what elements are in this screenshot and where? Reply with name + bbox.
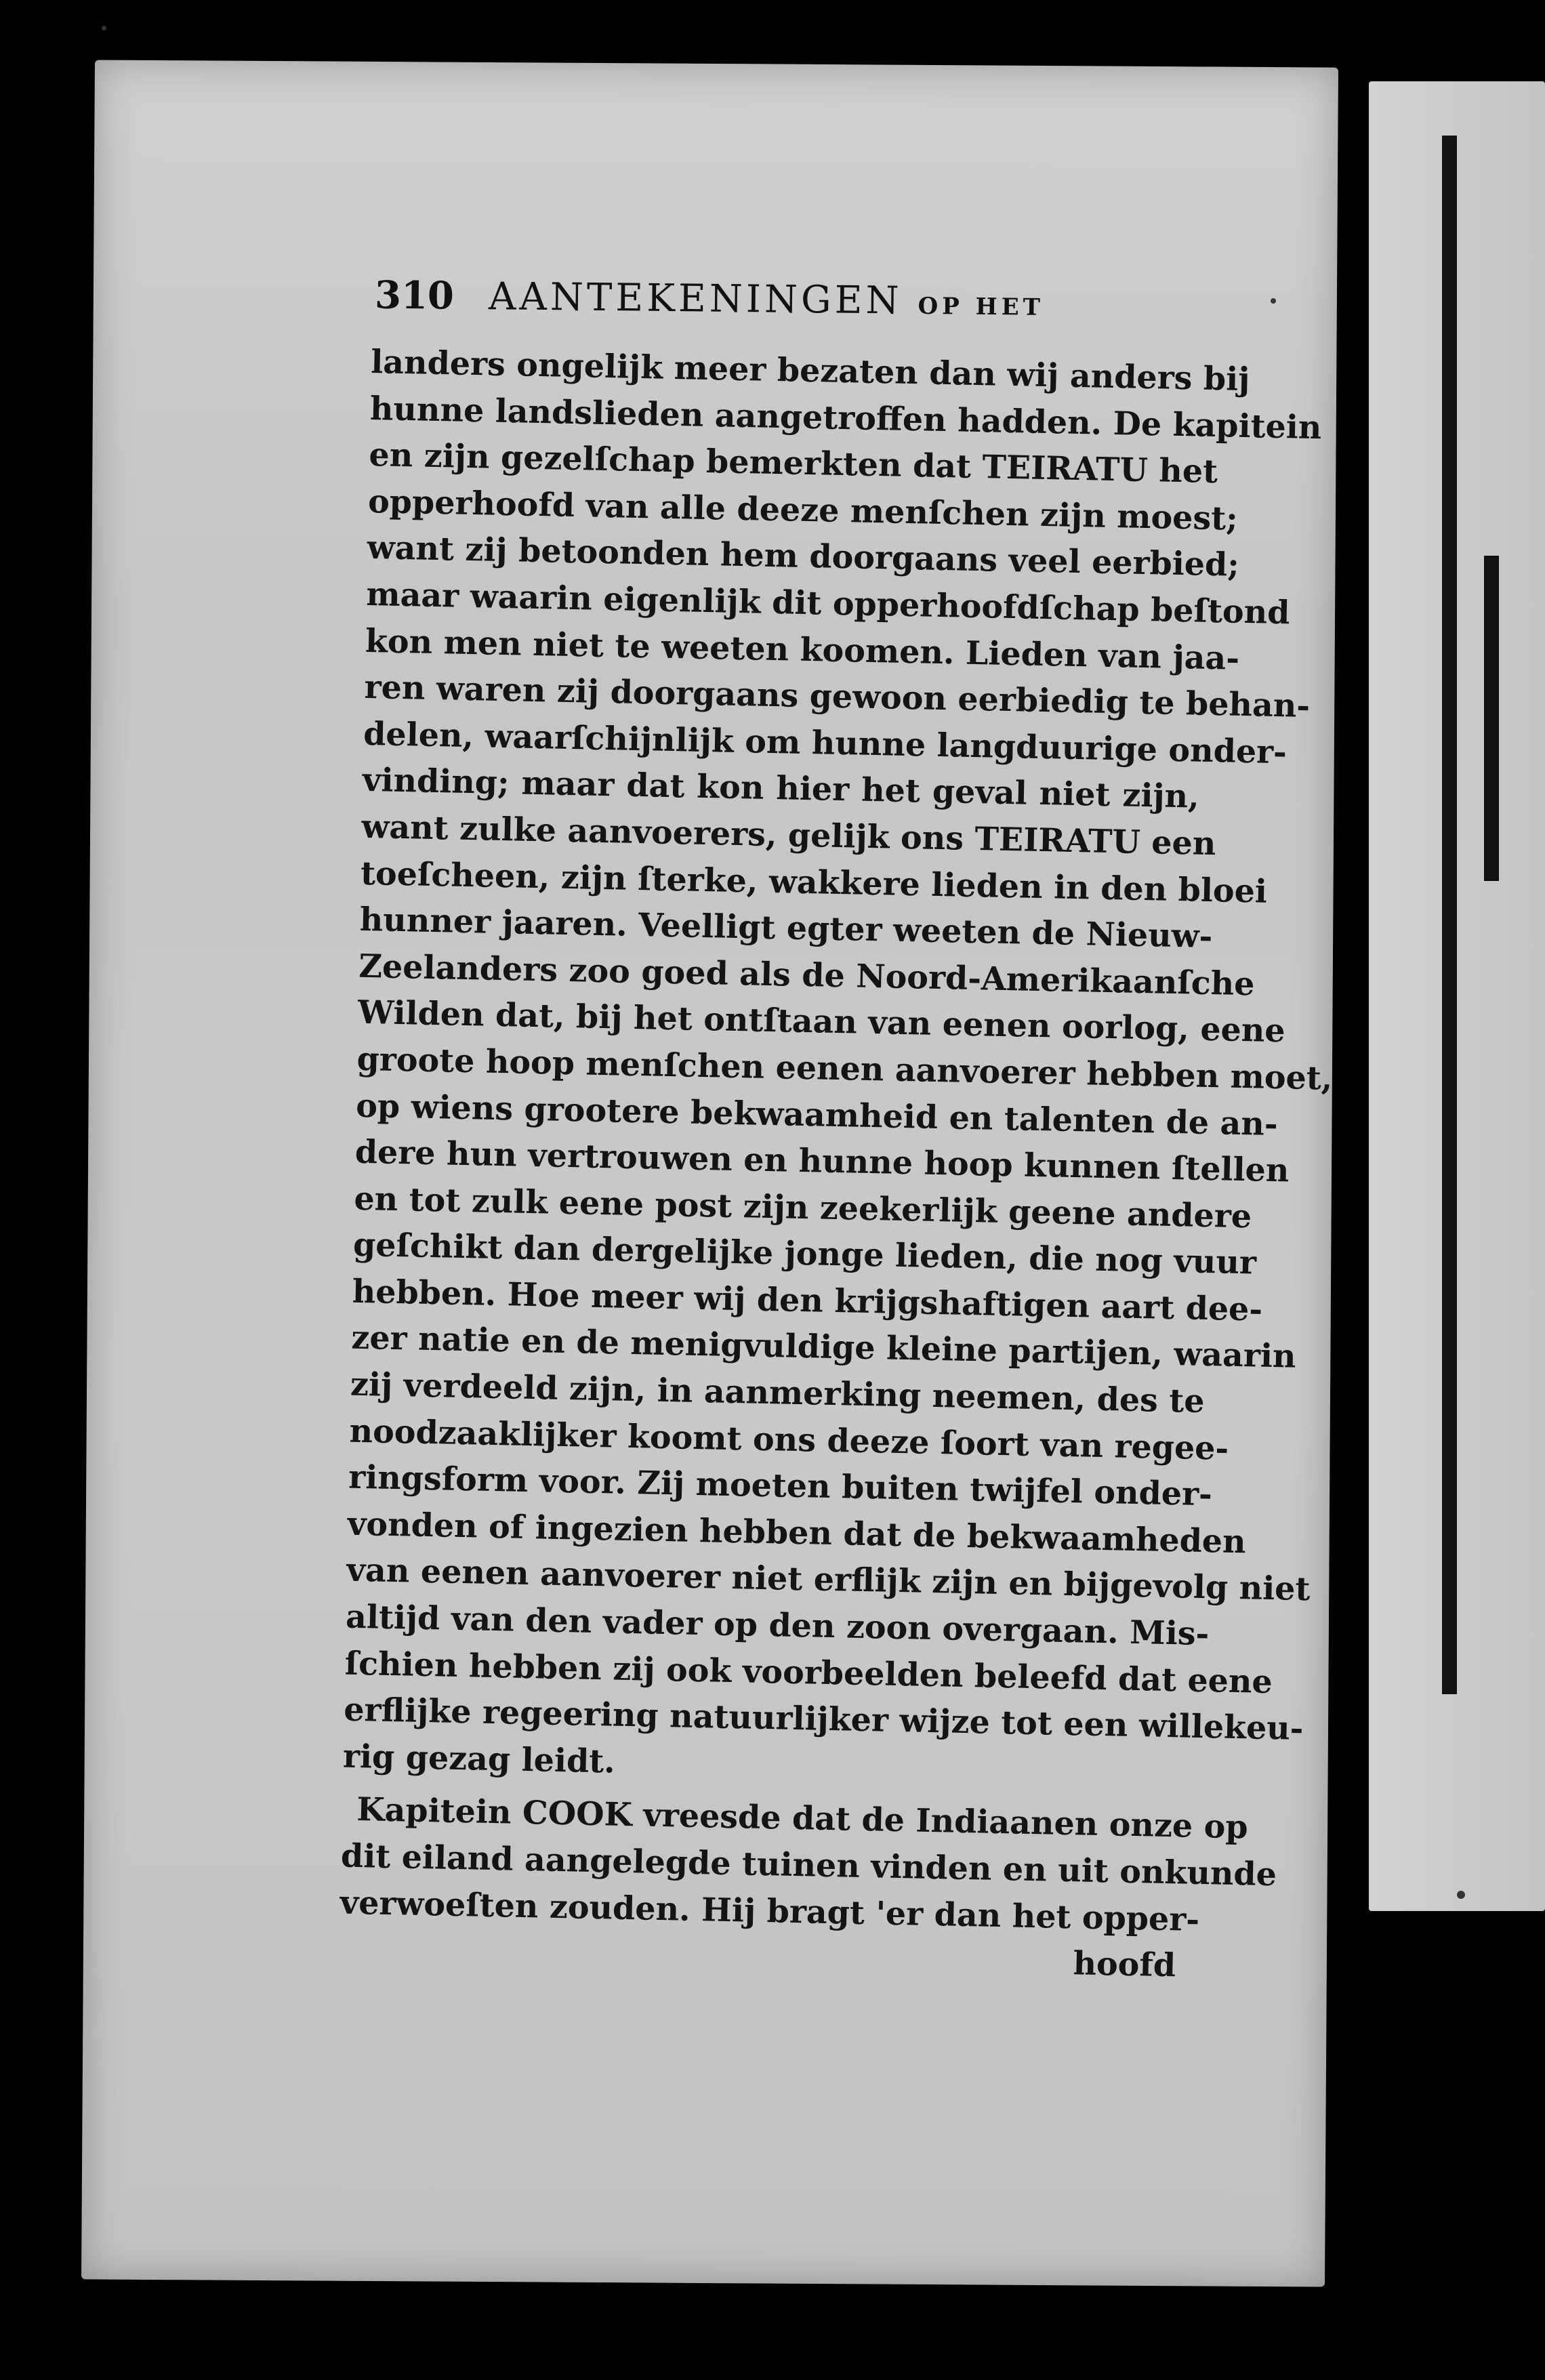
text-line: maar waarin eigenlijk dit opperhoofdſchap beſtond — [365, 575, 1290, 632]
paragraph — [342, 339, 1333, 1797]
text-line: Zeelanders zoo goed als de Noord-Amerikaanſche — [358, 947, 1255, 1004]
text-line: en zijn gezelſchap bemerkten dat TEIRATU het — [369, 436, 1218, 491]
text-line: hebben. Hoe meer wij den krijgshaftigen aart dee- — [352, 1272, 1263, 1329]
text-line: zij verdeeld zijn, in aanmerking neemen, des te — [350, 1365, 1206, 1421]
text-line: zer natie en de menigvuldige kleine partijen, waarin — [350, 1319, 1297, 1376]
adjacent-page-shadow — [1442, 136, 1457, 1694]
running-title: AANTEKENINGEN — [488, 274, 903, 323]
text-line: landers ongelijk meer bezaten dan wij anders bij — [370, 342, 1250, 399]
text-line: ren waren zij doorgaans gewoon eerbiedig te behan- — [364, 668, 1311, 726]
text-line: kon men niet te weeten koomen. Lieden van jaa- — [365, 621, 1240, 678]
text-line: delen, waarſchijnlijk om hunne langduurige onder- — [363, 714, 1288, 771]
text-line: altijd van den vader op den zoon overgaan. Mis- — [345, 1597, 1210, 1654]
text-line: opperhoofd van alle deeze menſchen zijn moest; — [367, 482, 1239, 538]
text-line: dere hun vertrouwen en hunne hoop kunnen ſtellen — [354, 1132, 1290, 1190]
paper-speck — [1271, 298, 1276, 304]
text-line: noodzaaklijker koomt ons deeze ſoort van regee- — [349, 1412, 1229, 1468]
text-line: groote hoop menſchen eenen aanvoerer hebben moet, — [356, 1040, 1333, 1098]
text-line: en tot zulk eene post zijn zeekerlijk geene andere — [353, 1179, 1252, 1236]
text-line: rig gezag leidt. — [342, 1737, 616, 1781]
text-line: want zij betoonden hem doorgaans veel eerbied; — [367, 529, 1240, 585]
catchword: hoofd — [1072, 1944, 1176, 1985]
text-line: ſchien hebben zij ook voorbeelden beleefd dat eene — [344, 1644, 1273, 1701]
text-line: want zulke aanvoerers, gelijk ons TEIRATU een — [360, 807, 1216, 863]
page-number: 310 — [374, 272, 455, 319]
body-text — [339, 339, 1333, 1989]
text-line: dit eiland aangelegde tuinen vinden en uit onkunde — [340, 1837, 1277, 1894]
paper-speck — [102, 26, 106, 30]
paper-speck — [1457, 1891, 1465, 1899]
running-title-continuation: OP HET — [918, 292, 1045, 321]
adjacent-page-shadow — [1484, 556, 1499, 881]
text-line: op wiens grootere bekwaamheid en talenten de an- — [355, 1086, 1279, 1143]
running-header — [375, 272, 1094, 329]
text-line: hunner jaaren. Veelligt egter weeten de Nieuw- — [359, 900, 1213, 956]
text-line: erflijke regeering natuurlijker wijze tot een willekeu- — [343, 1690, 1304, 1748]
text-line: toeſcheen, zijn ſterke, wakkere lieden in den bloei — [360, 854, 1268, 911]
text-line: van eenen aanvoerer niet erflijk zijn en bijgevolg niet — [346, 1551, 1311, 1609]
text-line: Wilden dat, bij het ontſtaan van eenen oorlog, eene — [357, 993, 1286, 1050]
text-line: vonden of ingezien hebben dat de bekwaamheden — [347, 1504, 1247, 1561]
text-line: hunne landslieden aangetroffen hadden. De kapitein — [369, 389, 1322, 447]
text-line: Kapitein COOK vreesde dat de Indiaanen onze op — [356, 1790, 1249, 1847]
text-line: ringsform voor. Zij moeten buiten twijfel onder- — [348, 1458, 1213, 1514]
text-line: verwoeſten zouden. Hij bragt 'er dan het opper- — [339, 1883, 1200, 1939]
paragraph — [339, 1786, 1277, 1943]
text-line: geſchikt dan dergelijke jonge lieden, die nog vuur — [352, 1226, 1257, 1282]
text-line: vinding; maar dat kon hier het geval niet zijn, — [362, 761, 1200, 816]
adjacent-page-edge — [1369, 81, 1545, 1911]
